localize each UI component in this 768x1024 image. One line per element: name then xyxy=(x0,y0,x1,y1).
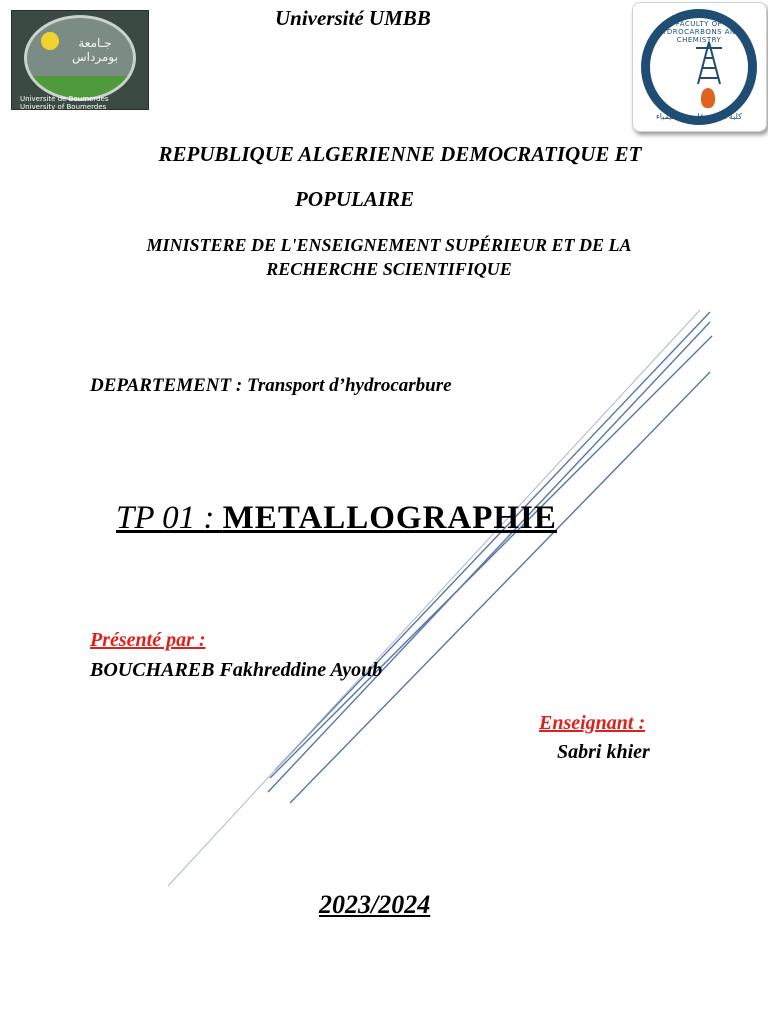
teacher-label: Enseignant : xyxy=(539,712,646,734)
title-label: TP 01 : xyxy=(116,500,223,536)
logo-arabic-text: جـامعة بومرداس xyxy=(72,36,118,64)
logo-arabic-text-right: كلية المحروقات و الكيمياء xyxy=(656,112,742,121)
logo-caption xyxy=(20,95,142,111)
logo-caption-line1: Université de Boumerdes xyxy=(20,95,109,103)
department-value: Transport d’hydrocarbure xyxy=(246,375,452,396)
department-label: DEPARTEMENT : xyxy=(90,375,247,396)
student-name: BOUCHAREB Fakhreddine Ayoub xyxy=(90,659,383,681)
ministry-line1: MINISTERE DE L'ENSEIGNEMENT SUPÉRIEUR ET DE LA xyxy=(146,235,632,255)
sun-icon xyxy=(41,32,59,50)
diagonal-line xyxy=(270,336,712,778)
teacher-name: Sabri khier xyxy=(557,741,650,763)
logo-caption-line2: University of Boumerdes xyxy=(20,103,107,111)
university-name: Université UMBB xyxy=(275,6,431,30)
logo-ring-text: FACULTY OF HYDROCARBONS AND CHEMISTRY xyxy=(656,20,742,44)
ministry-line2: RECHERCHE SCIENTIFIQUE xyxy=(266,259,512,279)
academic-year: 2023/2024 xyxy=(319,890,431,919)
flame-icon xyxy=(701,88,715,108)
university-logo xyxy=(11,10,149,110)
presented-by-label: Présenté par : xyxy=(90,629,206,651)
ministry-heading xyxy=(0,233,768,281)
republic-line2: POPULAIRE xyxy=(295,187,415,211)
faculty-logo xyxy=(632,2,767,132)
republic-line1: REPUBLIQUE ALGERIENNE DEMOCRATIQUE ET xyxy=(158,142,642,166)
logo-emblem xyxy=(24,15,136,101)
logo-ring xyxy=(641,9,757,125)
oil-derrick-icon xyxy=(694,40,724,86)
title-subject: METALLOGRAPHIE xyxy=(222,500,557,536)
document-title xyxy=(116,500,557,537)
department-line xyxy=(90,375,452,397)
diagonal-line xyxy=(290,372,710,803)
